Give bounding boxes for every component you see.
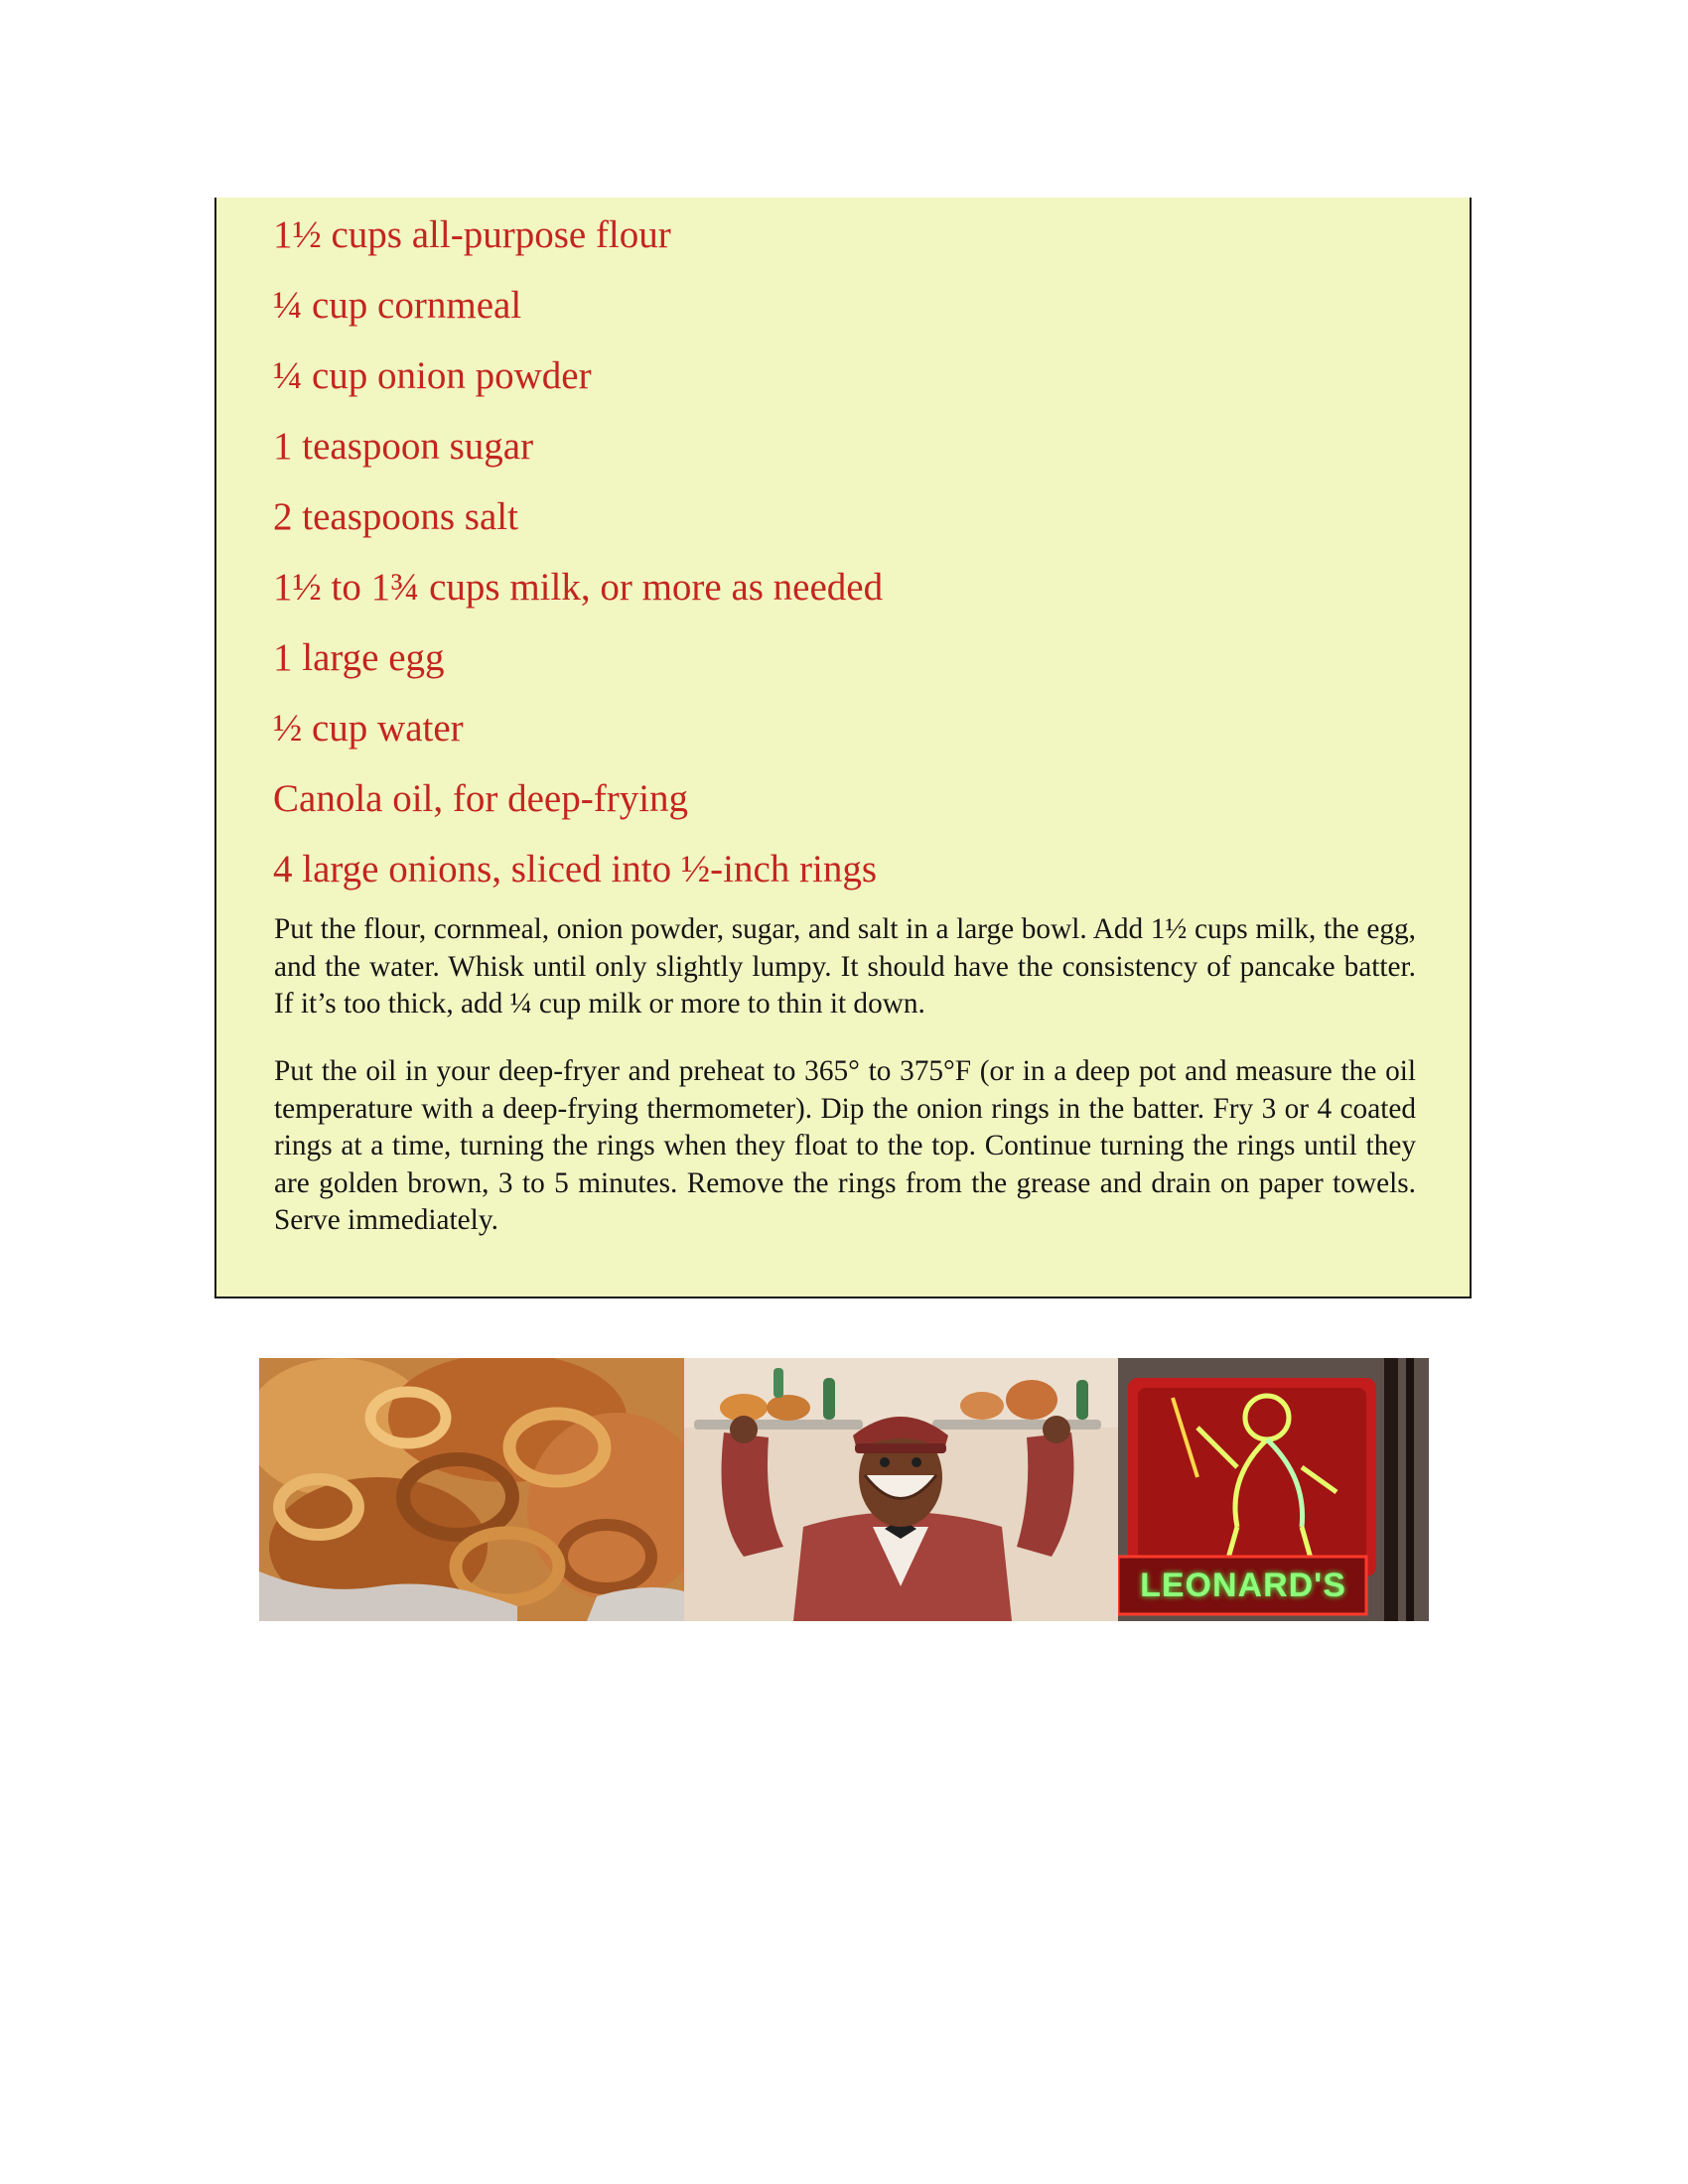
instruction-paragraph: Put the oil in your deep-fryer and preheat to 365° to 375°F (or in a deep pot and measure the oil temperature with a deep-frying thermometer). Dip the onion rings in the batter. Fry 3 or 4 coated rings at a time, turning the rings when they float to the top. Continue turning the rings until they are golden brown, 3 to 5 minutes. Remove the rings from the grease and drain on paper towels. Serve immediately. bbox=[274, 1055, 1416, 1236]
ingredient-item: ¼ cup cornmeal bbox=[273, 284, 522, 327]
neon-sign-photo bbox=[1118, 1358, 1429, 1621]
ingredient-item: 1½ cups all-purpose flour bbox=[273, 213, 671, 256]
ingredient-list bbox=[273, 200, 883, 904]
onion-rings-image bbox=[259, 1358, 684, 1621]
ingredient-item: 4 large onions, sliced into ½-inch rings bbox=[273, 848, 878, 890]
ingredient-item: Canola oil, for deep-frying bbox=[273, 777, 689, 820]
ingredient-item: 2 teaspoons salt bbox=[273, 495, 518, 538]
instruction-paragraph: Put the flour, cornmeal, onion powder, sugar, and salt in a large bowl. Add 1½ cups milk, the egg, and the water. Whisk until only slightly lumpy. It should have the consistency of pancake batter. If it’s too thick, add ¼ cup milk or more to thin it down. bbox=[274, 913, 1416, 1020]
ingredient-item: 1½ to 1¾ cups milk, or more as needed bbox=[273, 566, 884, 609]
waiter-illustration bbox=[684, 1358, 1118, 1621]
photo-banner bbox=[259, 1358, 1429, 1621]
waiter-image bbox=[684, 1358, 1118, 1621]
leonards-sign-text: LEONARD'S bbox=[1140, 1567, 1346, 1604]
onion-rings-photo bbox=[259, 1358, 684, 1621]
ingredient-item: 1 large egg bbox=[273, 636, 445, 679]
ingredient-item: 1 teaspoon sugar bbox=[273, 425, 534, 468]
recipe-box bbox=[214, 198, 1472, 1298]
ingredient-item: ½ cup water bbox=[273, 707, 464, 750]
ingredient-item: ¼ cup onion powder bbox=[273, 354, 592, 397]
